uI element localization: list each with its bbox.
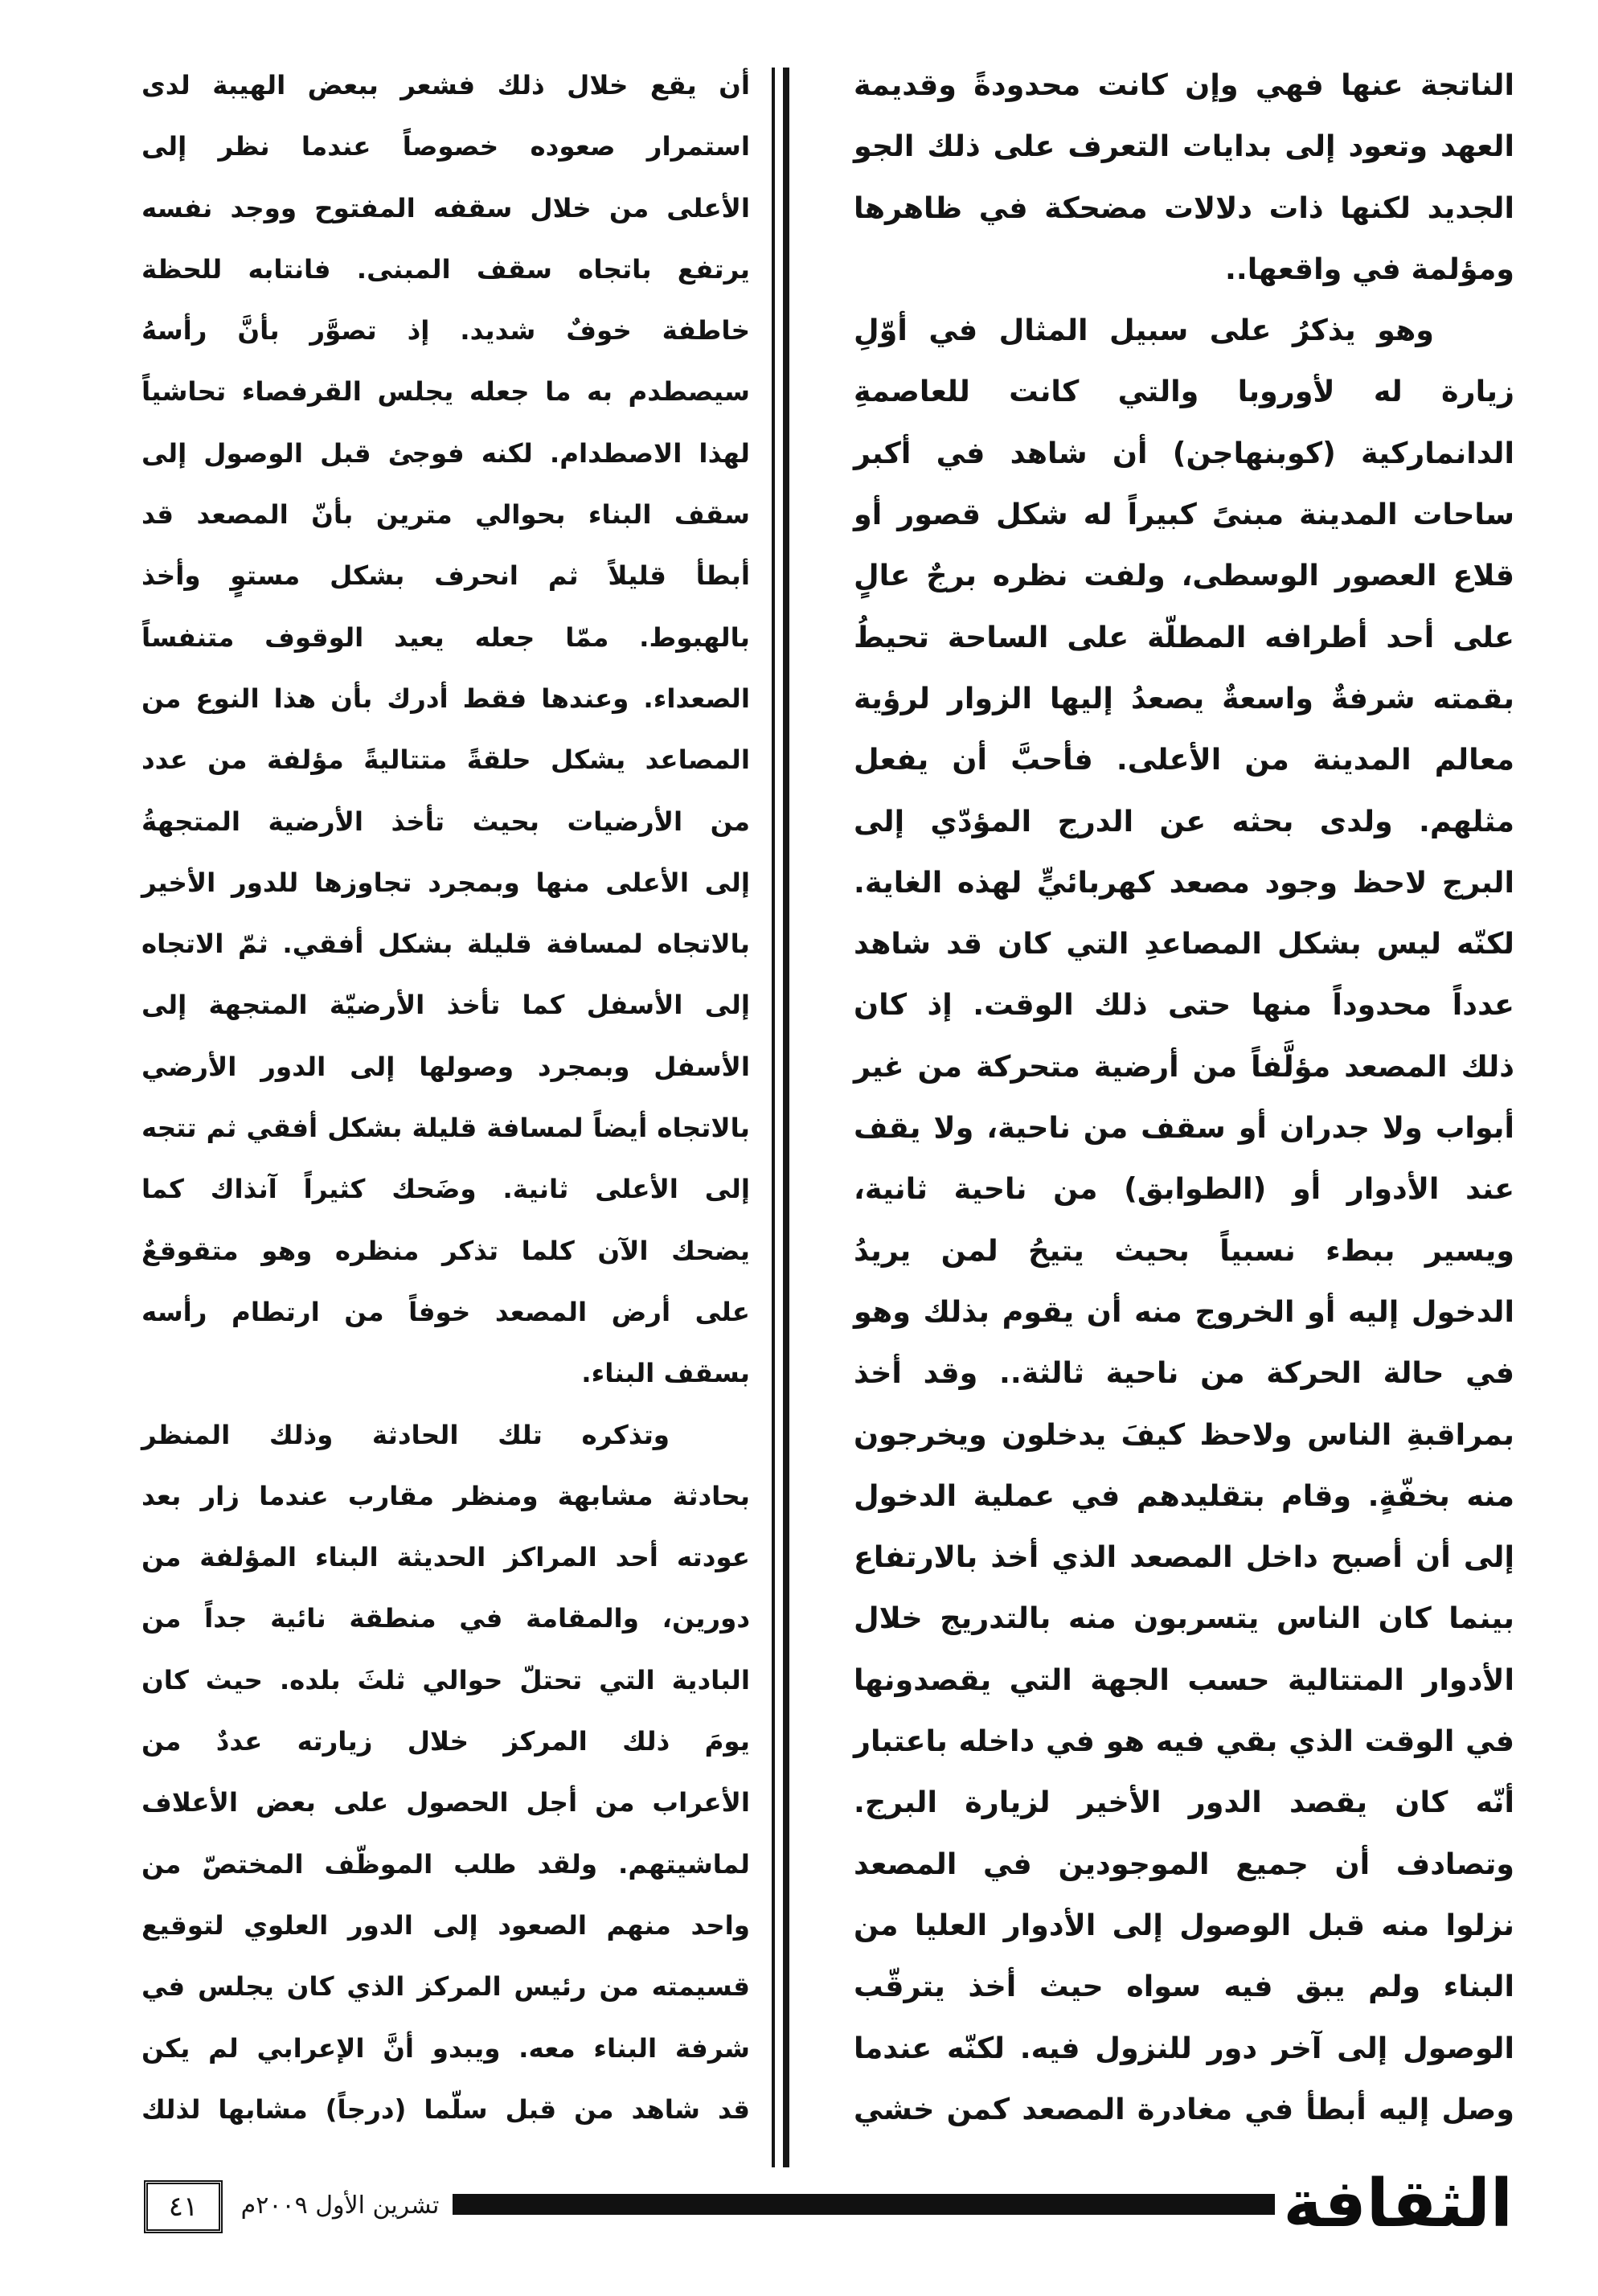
text-line: ذلك المصعد مؤلَّفاً من أرضية متحركة من غير — [854, 1048, 1514, 1084]
magazine-logo: الثقافة — [1283, 2166, 1513, 2242]
text-line: وهو يذكرُ على سبيل المثال في أوّلِ — [854, 313, 1434, 348]
text-line: ساحات المدينة مبنىً كبيراً له شكل قصور أو — [854, 497, 1514, 532]
text-line: بالاتجاه لمسافة قليلة بشكل أفقي. ثمّ الاتجاه — [141, 929, 750, 960]
text-line: شرفة البناء معه. ويبدو أنَّ الإعرابي لم يكن — [141, 2032, 750, 2064]
text-line: قلاع العصور الوسطى، ولفت نظره برجٌ عالٍ — [854, 558, 1514, 593]
footer-bar — [453, 2194, 1275, 2215]
text-line: بحادثة مشابهة ومنظر مقارب عندما زار بعد — [141, 1480, 750, 1511]
column-divider — [772, 68, 775, 2167]
text-line: وصل إليه أبطأ في مغادرة المصعد كمن خشي — [854, 2091, 1514, 2126]
text-line: الأعلى من خلال سقفه المفتوح ووجد نفسه — [141, 192, 750, 223]
text-line: على أرض المصعد خوفاً من ارتطام رأسه — [141, 1296, 750, 1327]
text-line: سقف البناء بحوالي مترين بأنّ المصعد قد — [141, 499, 750, 531]
text-line: واحد منهم الصعود إلى الدور العلوي لتوقيع — [141, 1909, 750, 1941]
text-line: البناء ولم يبق فيه سواه حيث أخذ يترقّب — [854, 1969, 1514, 2004]
text-line: مثلهم. ولدى بحثه عن الدرج المؤدّي إلى — [854, 803, 1514, 838]
text-line: منه بخفّةٍ. وقام بتقليدهم في عملية الدخول — [854, 1478, 1514, 1513]
text-line: لكنّه ليس بشكل المصاعدِ التي كان قد شاهد — [854, 926, 1514, 961]
text-line: أبطأ قليلاً ثم انحرف بشكل مستوٍ وأخذ — [141, 560, 750, 592]
text-line: الأدوار المتتالية حسب الجهة التي يقصدونها — [854, 1662, 1514, 1697]
text-line: العهد وتعود إلى بدايات التعرف على ذلك الجو — [854, 129, 1514, 164]
text-line: زيارة له لأوروبا والتي كانت للعاصمةِ — [854, 374, 1514, 409]
text-column-right — [854, 55, 1514, 2140]
text-line: إلى أن أصبح داخل المصعد الذي أخذ بالارتفاع — [854, 1540, 1514, 1575]
text-line: البرج لاحظ وجود مصعد كهربائيٍّ لهذه الغاية. — [854, 864, 1514, 900]
text-line: وتذكره تلك الحادثة وذلك المنظر — [141, 1419, 670, 1450]
text-line: قد شاهد من قبل سلّما (درجاً) مشابها لذلك — [141, 2093, 750, 2125]
text-line: أن يقع خلال ذلك فشعر ببعض الهيبة لدى — [141, 70, 750, 100]
text-line: نزلوا منه قبل الوصول إلى الأدوار العليا من — [854, 1907, 1514, 1942]
text-line: بينما كان الناس يتسربون منه بالتدريج خلال — [854, 1601, 1514, 1636]
text-line: عودته أحد المراكز الحديثة البناء المؤلفة من — [141, 1542, 750, 1573]
text-line: ويسير ببطء نسبياً بحيث يتيحُ لمن يريدُ — [854, 1232, 1514, 1268]
text-line: بمراقبةِ الناس ولاحظ كيفَ يدخلون ويخرجون — [854, 1417, 1514, 1452]
text-line: الصعداء. وعندها فقط أدرك بأن هذا النوع من — [141, 683, 750, 714]
text-line: يضحك الآن كلما تذكر منظره وهو متقوقعٌ — [141, 1235, 750, 1266]
text-line: أبواب ولا جدران أو سقف من ناحية، ولا يقف — [854, 1110, 1514, 1146]
text-line: الناتجة عنها فهي وإن كانت محدودةً وقديمة — [854, 68, 1514, 102]
text-line: يومَ ذلك المركز خلال زيارته عددٌ من — [141, 1726, 750, 1757]
text-line: على أحد أطرافه المطلّة على الساحة تحيطُ — [854, 619, 1514, 654]
text-line: الأعراب من أجل الحصول على بعض الأعلاف — [141, 1787, 750, 1818]
text-line: إلى الأعلى منها وبمجرد تجاوزها للدور الأخير — [141, 867, 750, 898]
page-number: ٤١ — [144, 2180, 223, 2233]
text-line: إلى الأسفل كما تأخذ الأرضيّة المتجهة إلى — [141, 990, 750, 1021]
text-line: بالهبوط. ممّا جعله يعيد الوقوف متنفساً — [141, 621, 750, 653]
text-line: الدخول إليه أو الخروج منه أن يقوم بذلك وهو — [854, 1294, 1514, 1329]
text-line: استمرار صعوده خصوصاً عندما نظر إلى — [141, 131, 750, 162]
text-line: لماشيتهم. ولقد طلب الموظّف المختصّ من — [141, 1848, 750, 1880]
text-line: ومؤلمة في واقعها.. — [1225, 251, 1514, 286]
text-column-left — [141, 55, 750, 2140]
text-line: قسيمته من رئيس المركز الذي كان يجلس في — [141, 1971, 750, 2003]
text-line: المصاعد يشكل حلقةً متتاليةً مؤلفة من عدد — [141, 744, 750, 776]
text-line: الأسفل وبمجرد وصولها إلى الدور الأرضي — [141, 1051, 750, 1082]
text-line: الوصول إلى آخر دور للنزول فيه. لكنّه عندما — [854, 2030, 1514, 2065]
text-line: عند الأدوار أو (الطوابق) من ناحية ثانية، — [854, 1171, 1514, 1207]
column-divider — [783, 68, 789, 2167]
text-line: سيصطدم به ما جعله يجلس القرفصاء تحاشياً — [141, 376, 750, 408]
text-line: بسقف البناء. — [581, 1358, 750, 1389]
text-line: وتصادف أن جميع الموجودين في المصعد — [854, 1846, 1514, 1881]
text-line: البادية التي تحتلّ حوالي ثلثَ بلده. حيث كان — [141, 1664, 750, 1695]
text-line: عدداً محدوداً منها حتى ذلك الوقت. إذ كان — [854, 987, 1514, 1023]
text-line: معالم المدينة من الأعلى. فأحبَّ أن يفعل — [854, 742, 1514, 777]
text-line: الجديد لكنها ذات دلالات مضحكة في ظاهرها — [854, 190, 1514, 225]
text-line: يرتفع باتجاه سقف المبنى. فانتابه للحظة — [141, 253, 750, 285]
issue-date: تشرين الأول ٢٠٠٩م — [240, 2191, 440, 2220]
text-line: أنّه كان يقصد الدور الأخير لزيارة البرج. — [854, 1785, 1514, 1820]
text-line: إلى الأعلى ثانية. وضَحك كثيراً آنذاك كما — [141, 1174, 750, 1205]
text-line: من الأرضيات بحيث تأخذ الأرضية المتجهةُ — [141, 806, 750, 837]
text-line: الدانماركية (كوبنهاجن) أن شاهد في أكبر — [854, 435, 1514, 470]
text-line: دورين، والمقامة في منطقة نائية جداً من — [141, 1603, 750, 1634]
text-line: لهذا الاصطدام. لكنه فوجئ قبل الوصول إلى — [141, 437, 750, 469]
text-line: خاطفة خوفٌ شديد. إذ تصوَّر بأنَّ رأسهُ — [141, 315, 750, 346]
text-line: في الوقت الذي بقي فيه هو في داخله باعتبار — [854, 1724, 1514, 1759]
footer — [453, 2166, 1513, 2242]
text-line: بالاتجاه أيضاً لمسافة قليلة بشكل أفقي ثم تتجه — [141, 1113, 750, 1144]
text-line: بقمته شرفةٌ واسعةٌ يصعدُ إليها الزوار لرؤية — [854, 680, 1514, 715]
text-line: في حالة الحركة من ناحية ثالثة.. وقد أخذ — [854, 1355, 1514, 1391]
